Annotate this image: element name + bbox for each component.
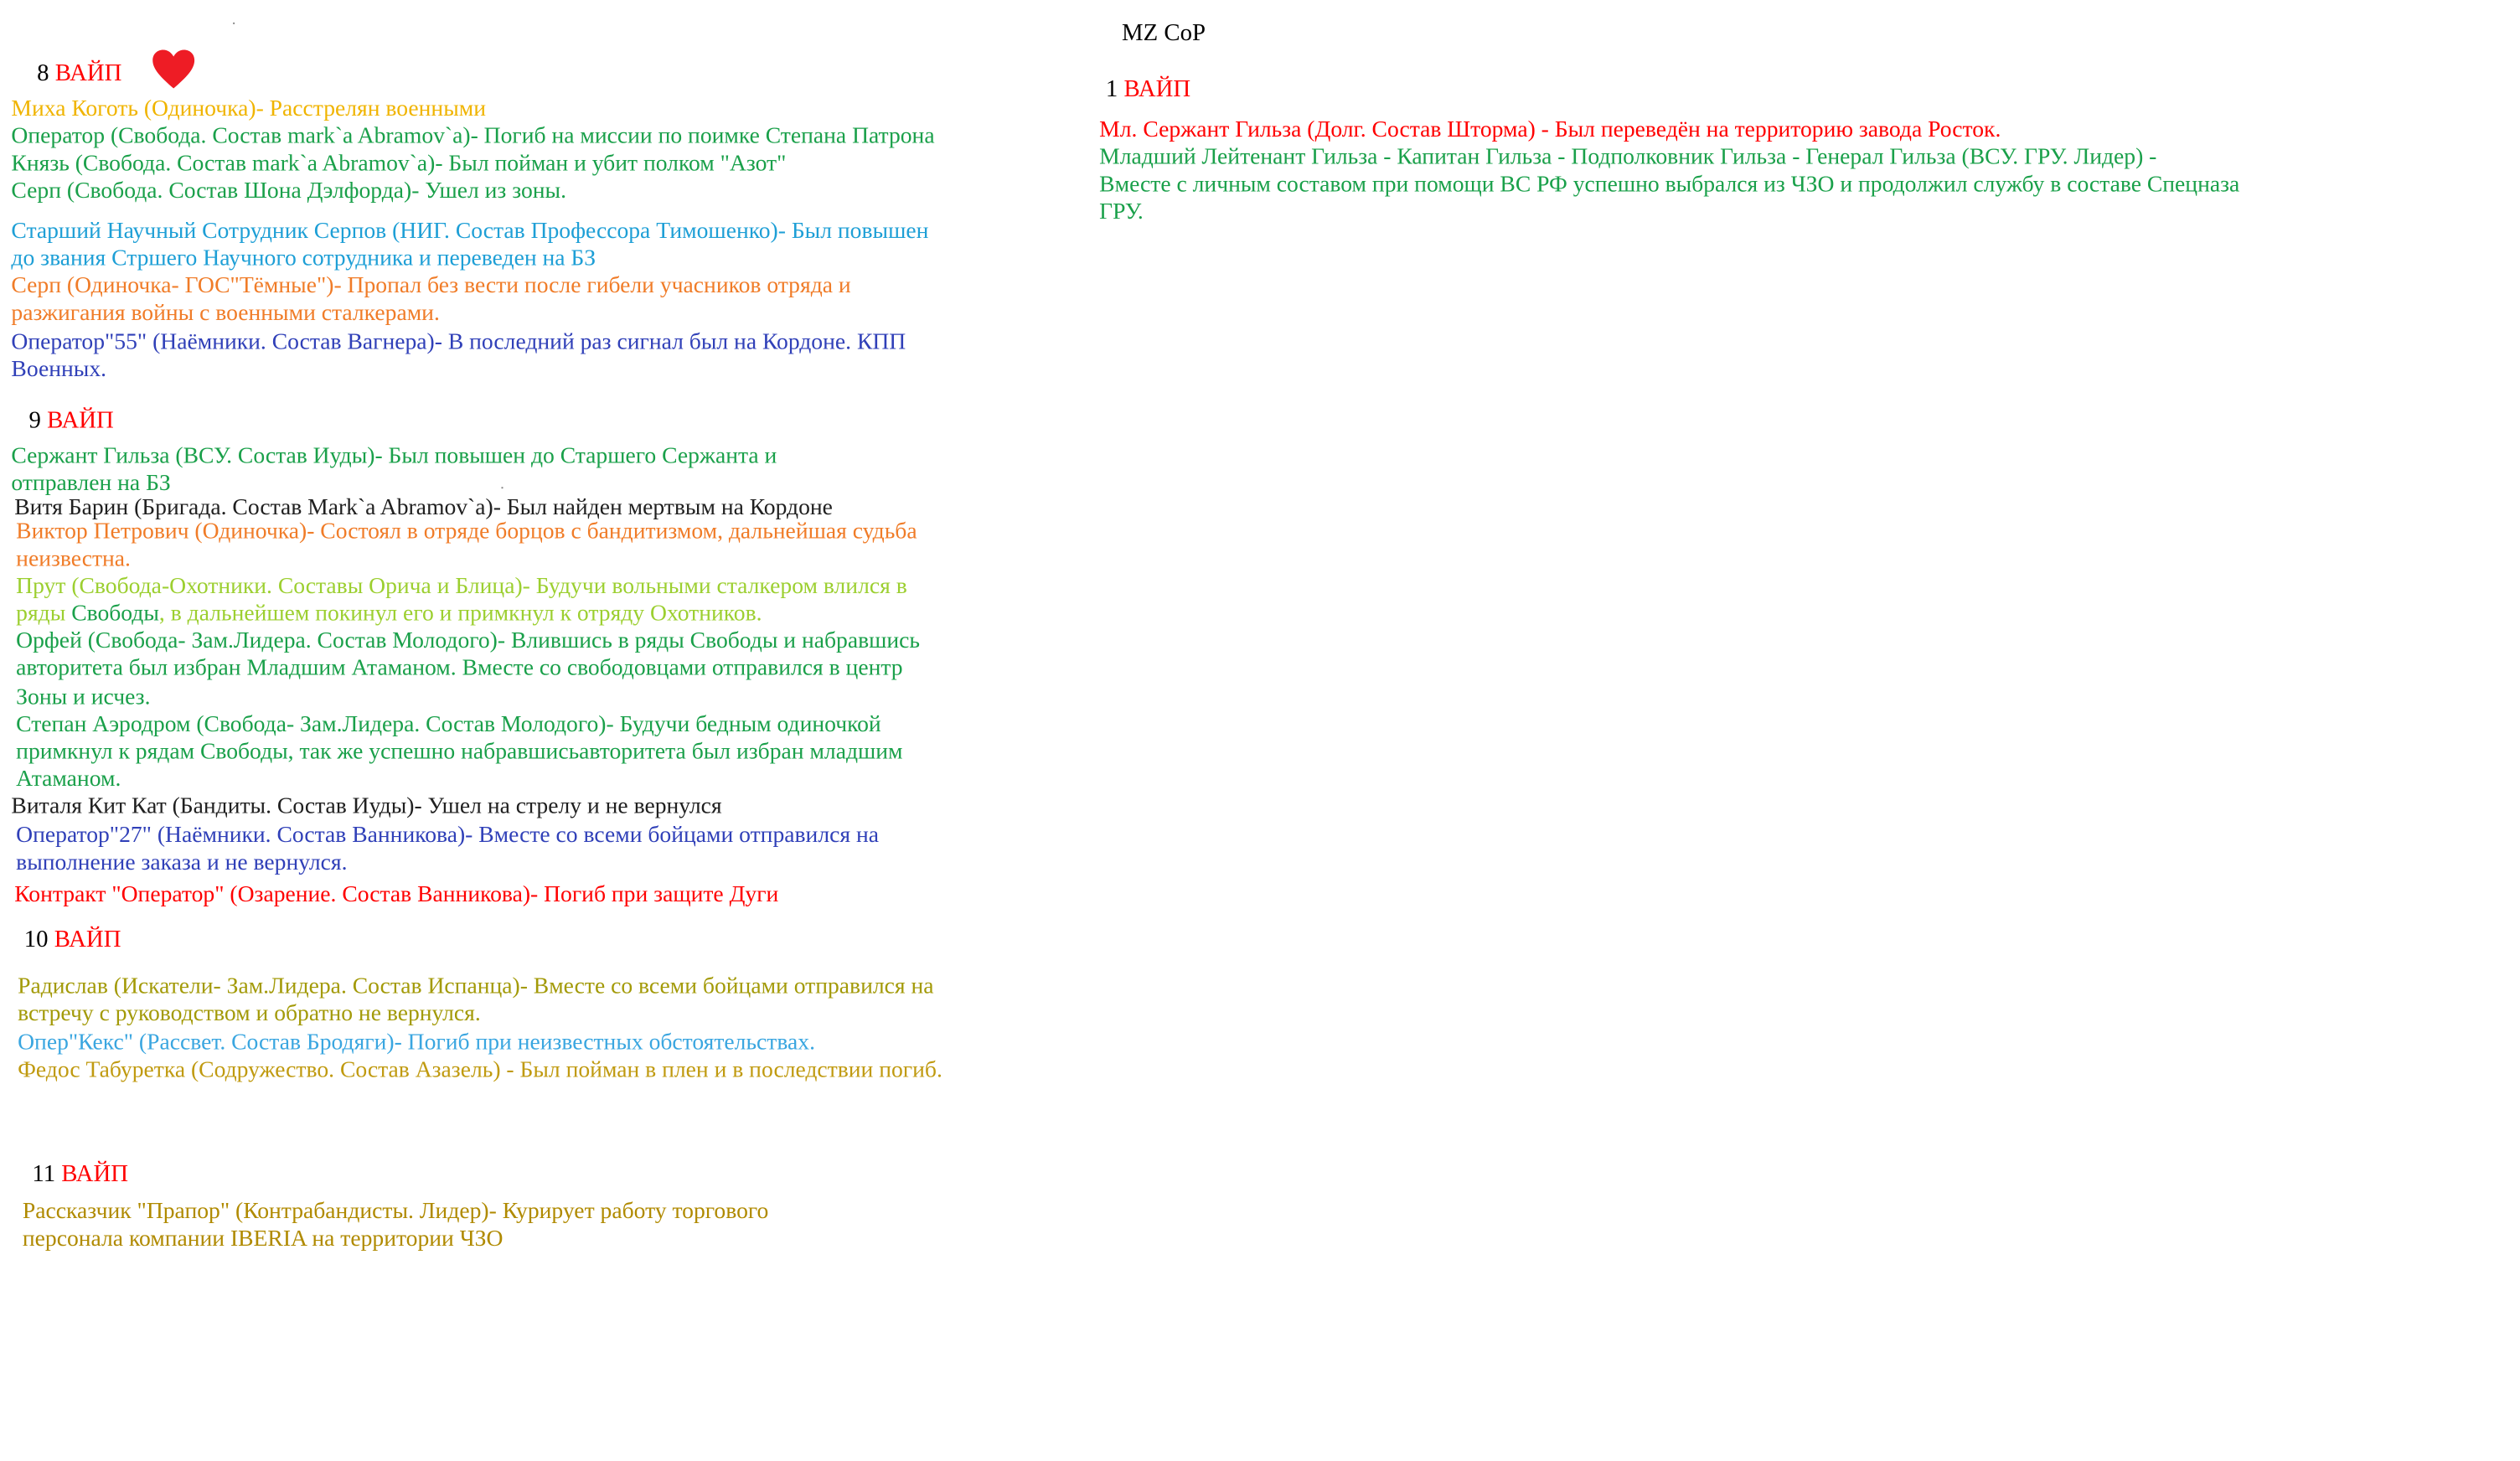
wipe-1-entry: Мл. Сержант Гильза (Долг. Состав Шторма) - Был переведён на территорию завода Росток. bbox=[1099, 117, 2001, 143]
wipe-10-entry: Радислав (Искатели- Зам.Лидера. Состав Испанца)- Вместе со всеми бойцами отправился на bbox=[18, 973, 934, 1000]
wipe-9-entry: Оператор"27" (Наёмники. Состав Ванникова)- Вместе со всеми бойцами отправился на bbox=[16, 823, 879, 849]
wipe-10-entry: Опер"Кекс" (Рассвет. Состав Бродяги)- Погиб при неизвестных обстоятельствах. bbox=[18, 1030, 815, 1056]
wipe-9-entry: выполнение заказа и не вернулся. bbox=[16, 849, 348, 876]
wipe-10-number: 10 bbox=[23, 927, 49, 953]
wipe-1-number: 1 bbox=[1105, 77, 1118, 103]
wipe-9-label: ВАЙП bbox=[47, 408, 114, 434]
wipe-9-entry: Сержант Гильза (ВСУ. Состав Иуды)- Был повышен до Старшего Сержанта и bbox=[11, 443, 777, 470]
wipe-10-label: ВАЙП bbox=[54, 927, 121, 953]
wipe-11-number: 11 bbox=[32, 1162, 56, 1188]
wipe-9-entry: Орфей (Свобода- Зам.Лидера. Состав Молодого)- Влившись в ряды Свободы и набравшись bbox=[16, 628, 921, 654]
wipe-9-entry: авторитета был избран Младшим Атаманом. Вместе со свободовцами отправился в центр bbox=[16, 655, 903, 682]
wipe-9-number: 9 bbox=[28, 408, 41, 434]
wipe-8-entry: разжигания войны с военными сталкерами. bbox=[11, 300, 440, 327]
wipe-8-label: ВАЙП bbox=[54, 60, 122, 87]
entry-text: , в дальнейшем покинул его и примкнул к отряду Охотников. bbox=[158, 601, 762, 627]
wipe-8-entry: Старший Научный Сотрудник Серпов (НИГ. Состав Профессора Тимошенко)- Был повышен bbox=[11, 218, 929, 245]
entry-text-svoboda: Свободы bbox=[71, 601, 159, 627]
wipe-8-entry: Князь (Свобода. Состав mark`a Abramov`a)- Был пойман и убит полком "Азот" bbox=[11, 151, 787, 178]
wipe-1-entry: Вместе с личным составом при помощи ВС РФ успешно выбрался из ЧЗО и продолжил службу в составе Спецназа bbox=[1099, 172, 2240, 198]
section-title-mz-cop: MZ CoP bbox=[1122, 20, 1206, 47]
wipe-9-entry: примкнул к рядам Свободы, так же успешно набравшисьавторитета был избран младшим bbox=[16, 739, 903, 766]
wipe-8-entry: Оператор (Свобода. Состав mark`a Abramov`a)- Погиб на миссии по поимке Степана Патрона bbox=[11, 123, 935, 150]
wipe-8-heading bbox=[37, 59, 121, 89]
entry-text: ряды bbox=[16, 601, 72, 627]
heart-icon bbox=[151, 49, 196, 90]
wipe-9-entry: Виктор Петрович (Одиночка)- Состоял в отряде борцов с бандитизмом, дальнейшая судьба bbox=[16, 519, 917, 545]
wipe-9-entry: Виталя Кит Кат (Бандиты. Состав Иуды)- Ушел на стрелу и не вернулся bbox=[11, 793, 722, 820]
wipe-9-entry: Контракт "Оператор" (Озарение. Состав Ванникова)- Погиб при защите Дуги bbox=[14, 882, 779, 908]
wipe-9-entry: Прут (Свобода-Охотники. Составы Орича и Блица)- Будучи вольными сталкером влился в bbox=[16, 573, 907, 600]
wipe-8-entry: Серп (Свобода. Состав Шона Дэлфорда)- Ушел из зоны. bbox=[11, 178, 566, 204]
stray-dot bbox=[233, 23, 235, 24]
wipe-9-heading bbox=[29, 406, 114, 436]
wipe-9-entry: Степан Аэродром (Свобода- Зам.Лидера. Состав Молодого)- Будучи бедным одиночкой bbox=[16, 711, 881, 738]
wipe-11-heading bbox=[32, 1160, 128, 1190]
stray-dot bbox=[502, 487, 503, 488]
wipe-8-entry: Серп (Одиночка- ГОС"Тёмные")- Пропал без вести после гибели учасников отряда и bbox=[11, 273, 851, 299]
wipe-8-entry: Военных. bbox=[11, 356, 107, 383]
wipe-8-entry: Миха Коготь (Одиночка)- Расстрелян военными bbox=[11, 96, 487, 122]
wipe-1-label: ВАЙП bbox=[1123, 77, 1191, 103]
wipe-10-entry: Федос Табуретка (Содружество. Состав Азазель) - Был пойман в плен и в последствии погиб. bbox=[18, 1057, 942, 1084]
wipe-8-entry: до звания Стршего Научного сотрудника и переведен на БЗ bbox=[11, 245, 596, 272]
wipe-9-entry: отправлен на БЗ bbox=[11, 471, 171, 497]
wipe-10-entry: встречу с руководством и обратно не вернулся. bbox=[18, 1001, 481, 1027]
wipe-10-heading bbox=[24, 926, 121, 955]
wipe-11-entry: персонала компании IBERIA на территории ЧЗО bbox=[22, 1226, 503, 1252]
wipe-11-label: ВАЙП bbox=[61, 1162, 129, 1188]
wipe-8-entry: Оператор"55" (Наёмники. Состав Вагнера)- В последний раз сигнал был на Кордоне. КПП bbox=[11, 329, 906, 355]
wipe-1-entry: ГРУ. bbox=[1099, 199, 1144, 225]
wipe-1-entry: Младший Лейтенант Гильза - Капитан Гильза - Подполковник Гильза - Генерал Гильза (ВСУ. ГРУ. Лидер) - bbox=[1099, 144, 2157, 171]
wipe-11-entry: Рассказчик "Прапор" (Контрабандисты. Лидер)- Курирует работу торгового bbox=[22, 1199, 769, 1225]
wipe-8-number: 8 bbox=[37, 60, 49, 87]
wipe-1-heading bbox=[1106, 75, 1190, 105]
wipe-9-entry: неизвестна. bbox=[16, 546, 131, 572]
wipe-9-entry: Зоны и исчез. bbox=[16, 684, 151, 710]
wipe-9-entry: Атаманом. bbox=[16, 767, 121, 792]
wipe-9-entry bbox=[16, 601, 762, 628]
wipe-9-entry: Витя Барин (Бригада. Состав Mark`a Abramov`a)- Был найден мертвым на Кордоне bbox=[14, 494, 833, 521]
